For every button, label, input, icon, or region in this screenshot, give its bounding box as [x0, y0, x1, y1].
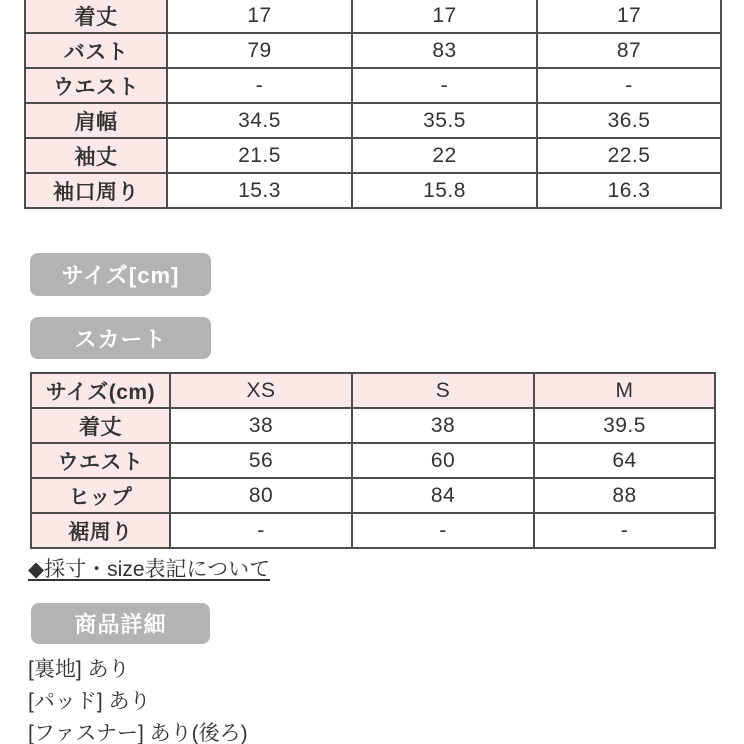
row-label: ウエスト [25, 68, 167, 103]
value-cell: 84 [352, 478, 534, 513]
value-cell: - [537, 68, 721, 103]
value-cell: 79 [167, 33, 352, 68]
table-row [31, 478, 715, 513]
value-cell: 17 [537, 0, 721, 33]
value-cell: 83 [352, 33, 537, 68]
measure-link-row [28, 553, 744, 583]
tops-size-table [24, 0, 722, 209]
row-label: 肩幅 [25, 103, 167, 138]
value-cell: 64 [534, 443, 715, 478]
row-label: 裾周り [31, 513, 170, 548]
table-row [25, 173, 721, 208]
size-cm-chip[interactable]: サイズ[cm] [30, 253, 211, 296]
header-cell: S [352, 373, 534, 408]
value-cell: 22 [352, 138, 537, 173]
value-cell: 36.5 [537, 103, 721, 138]
value-cell: 56 [170, 443, 352, 478]
value-cell: 38 [352, 408, 534, 443]
value-cell: - [352, 513, 534, 548]
value-cell: 39.5 [534, 408, 715, 443]
table-row [25, 138, 721, 173]
value-cell: 60 [352, 443, 534, 478]
value-cell: - [352, 68, 537, 103]
row-label: 着丈 [25, 0, 167, 33]
skirt-size-table [30, 372, 716, 549]
value-cell: 35.5 [352, 103, 537, 138]
value-cell: 17 [352, 0, 537, 33]
value-cell: 15.8 [352, 173, 537, 208]
value-cell: 34.5 [167, 103, 352, 138]
value-cell: 80 [170, 478, 352, 513]
table-row [31, 408, 715, 443]
detail-line-fastener: [ファスナー] あり(後ろ) [28, 722, 248, 744]
measure-info-link[interactable]: ◆採寸・size表記について [28, 558, 271, 581]
value-cell: - [170, 513, 352, 548]
value-cell: 17 [167, 0, 352, 33]
value-cell: 15.3 [167, 173, 352, 208]
row-label: 袖丈 [25, 138, 167, 173]
header-cell: XS [170, 373, 352, 408]
detail-line-pad: [パッド] あり [28, 690, 151, 713]
value-cell: 87 [537, 33, 721, 68]
row-label: 袖口周り [25, 173, 167, 208]
table-row [25, 33, 721, 68]
table-row [31, 443, 715, 478]
product-detail-list [28, 654, 744, 744]
product-detail-chip[interactable]: 商品詳細 [31, 603, 210, 644]
value-cell: 22.5 [537, 138, 721, 173]
value-cell: 21.5 [167, 138, 352, 173]
row-label: ウエスト [31, 443, 170, 478]
value-cell: 38 [170, 408, 352, 443]
row-label: ヒップ [31, 478, 170, 513]
tops-size-table-wrap [24, 0, 724, 209]
detail-line-lining: [裏地] あり [28, 658, 130, 681]
value-cell: 16.3 [537, 173, 721, 208]
header-cell: M [534, 373, 715, 408]
header-label: サイズ(cm) [31, 373, 170, 408]
row-label: バスト [25, 33, 167, 68]
value-cell: - [534, 513, 715, 548]
table-header-row [31, 373, 715, 408]
value-cell: - [167, 68, 352, 103]
value-cell: 88 [534, 478, 715, 513]
row-label: 着丈 [31, 408, 170, 443]
table-row [31, 513, 715, 548]
table-row [25, 68, 721, 103]
skirt-chip[interactable]: スカート [30, 317, 211, 359]
table-row [25, 103, 721, 138]
table-row [25, 0, 721, 33]
